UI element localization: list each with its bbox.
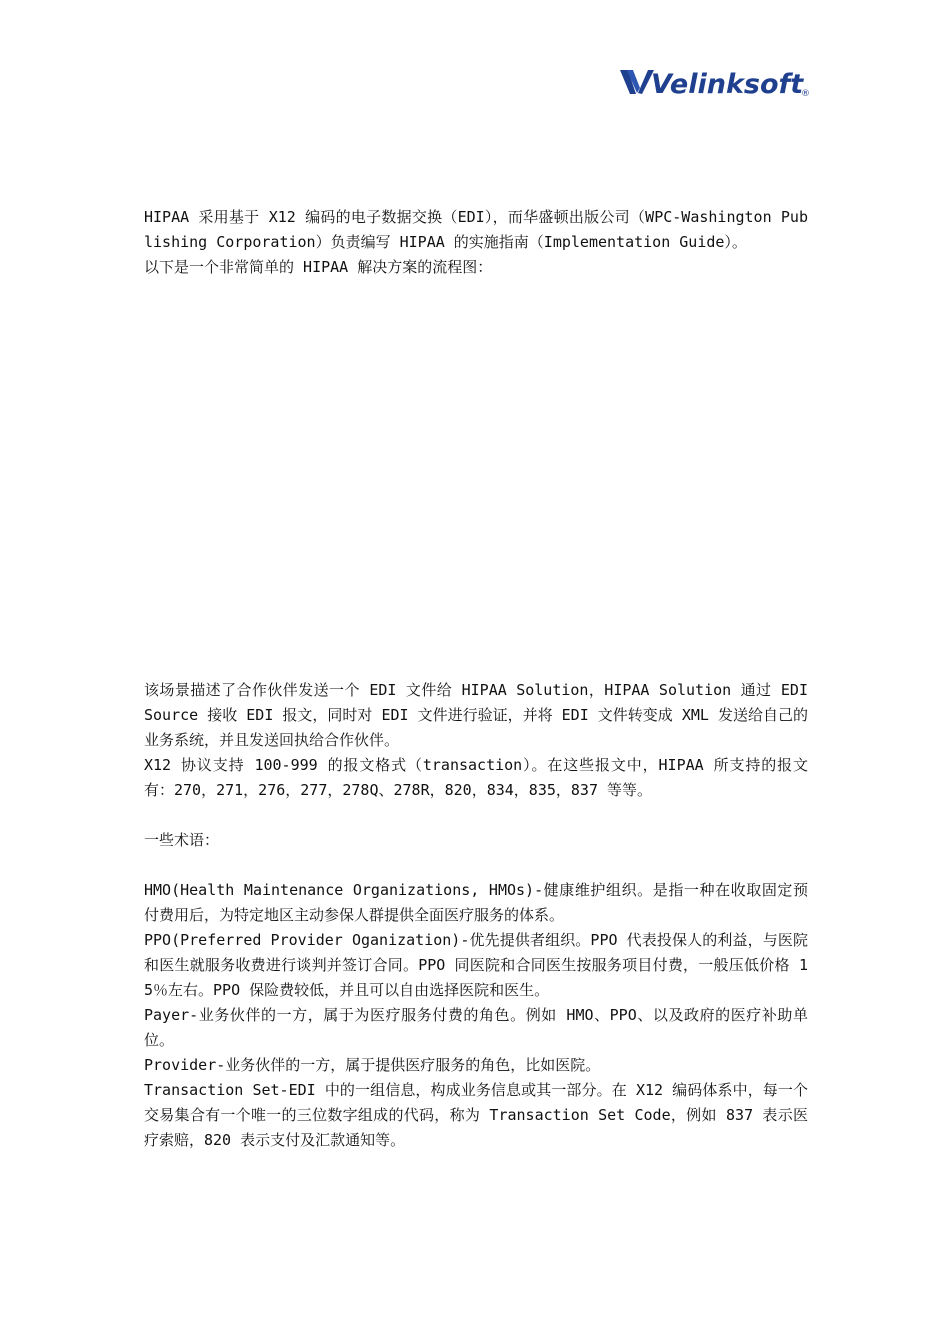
spacer xyxy=(144,853,808,878)
intro-paragraph-flowchart-lead: 以下是一个非常简单的 HIPAA 解决方案的流程图： xyxy=(144,258,493,276)
term-provider: Provider-业务伙伴的一方，属于提供医疗服务的角色，比如医院。 xyxy=(144,1056,601,1074)
spacer xyxy=(144,803,808,828)
velinksoft-logo xyxy=(618,62,810,102)
x12-paragraph: X12 协议支持 100-999 的报文格式（transaction）。在这些报文中，HIPAA 所支持的报文有：270，271，276，277，278Q、278R，820，834，835，837 等等。 xyxy=(144,756,808,799)
velinksoft-logo-mark xyxy=(618,62,810,102)
term-hmo: HMO(Health Maintenance Organizations, HMOs)-健康维护组织。是指一种在收取固定预付费用后，为特定地区主动参保人群提供全面医疗服务的体系。 xyxy=(144,881,808,924)
registered-mark: ® xyxy=(801,89,810,99)
flowchart-placeholder xyxy=(144,290,808,675)
term-transaction-set: Transaction Set-EDI 中的一组信息，构成业务信息或其一部分。在 X12 编码体系中，每一个交易集合有一个唯一的三位数字组成的代码，称为 Transaction Set Code，例如 837 表示医疗索赔，820 表示支付及汇款通知等。 xyxy=(144,1081,808,1149)
intro-paragraph-hipaa-x12: HIPAA 采用基于 X12 编码的电子数据交换（EDI），而华盛顿出版公司（WPC-Washington Publishing Corporation）负责编写 HIPAA 的实施指南（Implementation Guide）。 xyxy=(144,208,808,251)
term-payer: Payer-业务伙伴的一方，属于为医疗服务付费的角色。例如 HMO、PPO、以及政府的医疗补助单位。 xyxy=(144,1006,808,1049)
scenario-paragraph: 该场景描述了合作伙伴发送一个 EDI 文件给 HIPAA Solution，HIPAA Solution 通过 EDI Source 接收 EDI 报文，同时对 EDI 文件进行验证，并将 EDI 文件转变成 XML 发送给自己的业务系统，并且发送回执给合作伙伴。 xyxy=(144,681,808,749)
main-section xyxy=(144,678,808,1153)
term-ppo: PPO(Preferred Provider Oganization)-优先提供者组织。PPO 代表投保人的利益，与医院和医生就服务收费进行谈判并签订合同。PPO 同医院和合同医生按服务项目付费，一般压低价格 15％左右。PPO 保险费较低，并且可以自由选择医院和医生。 xyxy=(144,931,808,999)
intro-section xyxy=(144,205,808,280)
terms-heading: 一些术语： xyxy=(144,831,220,849)
logo-text: Velinksoft xyxy=(651,69,804,100)
